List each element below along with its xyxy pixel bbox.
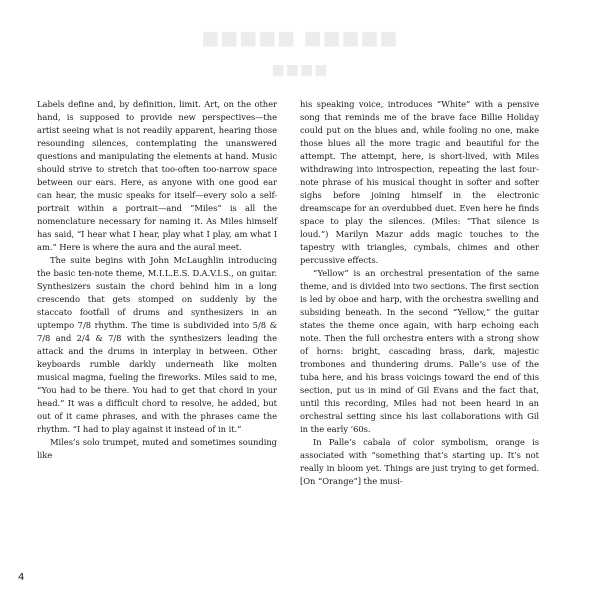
paragraph: The suite begins with John McLaughlin introducing the basic ten-note theme, M.I.L.E.S. D.A.V.I.S., on guitar. Synthesizers sustain the chord behind him in a long crescendo that gets stomped on suddenly by the staccato footfall of drums and synthesizers in an uptempo 7/8 rhythm. The time is subdivided into 5/8 & 7/8 and 2/4 & 7/8 with the synthesizers leading the attack and the drums in interplay in between. Other keyboards rumble darkly underneath like molten musical magma, fueling the fireworks. Miles said to me, “You had to be there. You had to get that chord in your head.” It was a difficult chord to resolve, he added, but out of it came phrases, and with the phrases came the rhythm. “I had to play against it instead of in it.”	[37, 255, 277, 435]
faint-header-line-2: ■■■■	[271, 62, 329, 78]
paragraph: Miles’s solo trumpet, muted and sometimes sounding like	[37, 437, 277, 461]
right-text-column	[300, 98, 539, 488]
faint-header-bleed	[0, 26, 600, 80]
paragraph: In Palle’s cabala of color symbolism, orange is associated with “something that’s starting up. It’s not really in bloom yet. Things are just trying to get formed. [On “Orange”] the musi-	[300, 437, 539, 487]
page-number: 4	[18, 572, 25, 583]
faint-header-line-1: ■■■■■ ■■■■■	[201, 27, 399, 49]
paragraph: Labels define and, by definition, limit. Art, on the other hand, is supposed to provide new perspectives—the artist seeing what is not readily apparent, hearing those resounding silences, contemplating the unanswered questions and manipulating the elements at hand. Music should strive to stretch that too-often too-narrow space between our ears. Here, as anyone with one good ear can hear, the music speaks for itself—every solo a self-portrait within a portrait—and “Miles” is all the nomenclature necessary for naming it. As Miles himself has said, “I hear what I hear, play what I play, am what I am.” Here is where the aura and the aural meet.	[37, 99, 277, 253]
paragraph: his speaking voice, introduces “White” with a pensive song that reminds me of the brave face Billie Holiday could put on the blues and, while fooling no one, make those blues all the more tragic and beautiful for the attempt. The attempt, here, is short-lived, with Miles withdrawing into introspection, repeating the last four-note phrase of his musical thought in softer and softer sighs before joining himself in the electronic dreamscape for an overdubbed duet. Even here he finds space to play the silences. (Miles: “That silence is loud.”) Marilyn Mazur adds magic touches to the tapestry with triangles, cymbals, chimes and other percussive effects.	[300, 99, 539, 266]
paragraph: “Yellow” is an orchestral presentation of the same theme, and is divided into two sections. The first section is led by oboe and harp, with the orchestra swelling and subsiding beneath. In the second “Yellow,” the guitar states the theme once again, with harp echoing each note. Then the full orchestra enters with a strong show of horns: bright, cascading brass, dark, majestic trombones and thundering drums. Palle’s use of the tuba here, and his brass voicings toward the end of this section, put us in mind of Gil Evans and the fact that, until this recording, Miles had not been heard in an orchestral setting since his last collaborations with Gil in the early ’60s.	[300, 268, 539, 435]
left-text-column	[37, 98, 277, 462]
